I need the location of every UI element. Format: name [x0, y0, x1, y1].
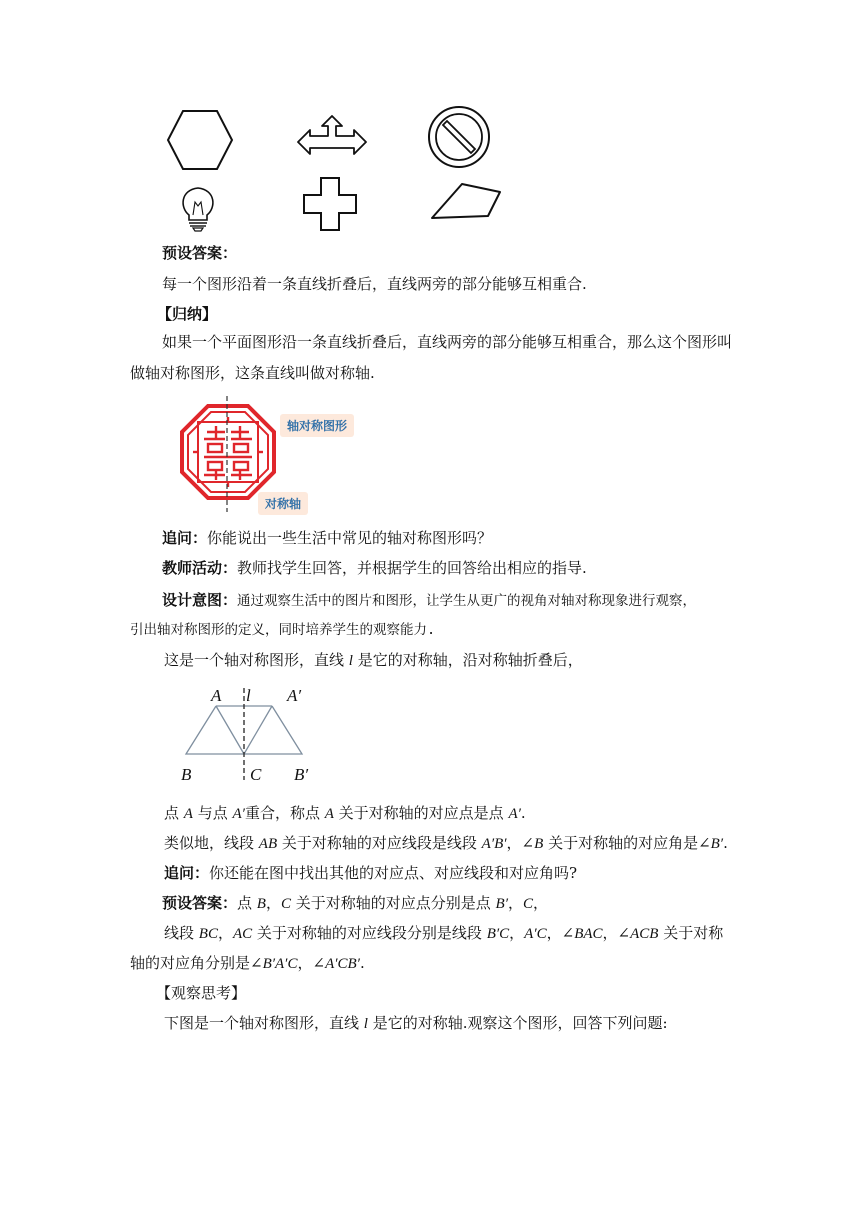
label-C: C	[250, 765, 262, 784]
label-B: B	[181, 765, 192, 784]
intro-line: 这是一个轴对称图形，直线 l 是它的对称轴，沿对称轴折叠后，	[164, 651, 583, 669]
summary-line-2: 做轴对称图形，这条直线叫做对称轴.	[130, 364, 375, 382]
quadrilateral-icon	[428, 180, 504, 222]
design-label: 设计意图：	[162, 591, 238, 609]
preset-answer-2-line: 预设答案：点 B，C 关于对称轴的对应点分别是点 B′，C，	[162, 894, 549, 912]
question2-text: 你还能在图中找出其他的对应点、对应线段和对应角吗?	[209, 864, 578, 882]
design-text-2: 引出轴对称图形的定义，同时培养学生的观察能力.	[130, 622, 436, 638]
question2-label: 追问：	[164, 864, 210, 882]
preset-answer-label: 预设答案：	[162, 244, 238, 262]
hexagon-icon	[166, 108, 234, 172]
question-label: 追问：	[162, 529, 208, 547]
angles-line: 轴的对应角分别是∠B′A′C，∠A′CB′.	[130, 954, 365, 972]
teacher-label: 教师活动：	[162, 559, 238, 577]
preset-answer-text: 每一个图形沿着一条直线折叠后，直线两旁的部分能够互相重合.	[162, 275, 587, 293]
label-l: l	[246, 686, 251, 705]
label-A: A	[211, 686, 222, 705]
teacher-text: 教师找学生回答，并根据学生的回答给出相应的指导.	[237, 559, 587, 577]
symmetry-axis-line	[224, 396, 230, 512]
no-sign-icon	[426, 104, 492, 170]
observe-heading: 【观察思考】	[156, 984, 247, 1002]
label-B-prime: B′	[294, 765, 309, 784]
label-A-prime: A′	[287, 686, 302, 705]
point-correspondence-line: 点 A 与点 A′重合，称点 A 关于对称轴的对应点是点 A′.	[164, 804, 526, 822]
callout-symmetry-axis: 对称轴	[258, 492, 308, 515]
similar-line: 类似地，线段 AB 关于对称轴的对应线段是线段 A′B′，∠B 关于对称轴的对应角是∠B′.	[164, 834, 728, 852]
summary-heading: 【归纳】	[157, 305, 218, 323]
segments-line: 线段 BC，AC 关于对称轴的对应线段分别是线段 B′C，A′C，∠BAC，∠ACB 关于对称	[164, 924, 724, 942]
cross-icon	[302, 176, 358, 232]
bulb-icon	[176, 182, 220, 232]
arrows-icon	[296, 114, 368, 160]
observe-line: 下图是一个轴对称图形，直线 l 是它的对称轴.观察这个图形，回答下列问题:	[164, 1014, 668, 1032]
summary-line-1: 如果一个平面图形沿一条直线折叠后，直线两旁的部分能够互相重合，那么这个图形叫	[162, 333, 733, 351]
design-text-1: 通过观察生活中的图片和图形，让学生从更广的视角对轴对称现象进行观察，	[237, 593, 697, 609]
callout-symmetric-figure: 轴对称图形	[280, 414, 354, 437]
question-text: 你能说出一些生活中常见的轴对称图形吗？	[207, 529, 493, 547]
